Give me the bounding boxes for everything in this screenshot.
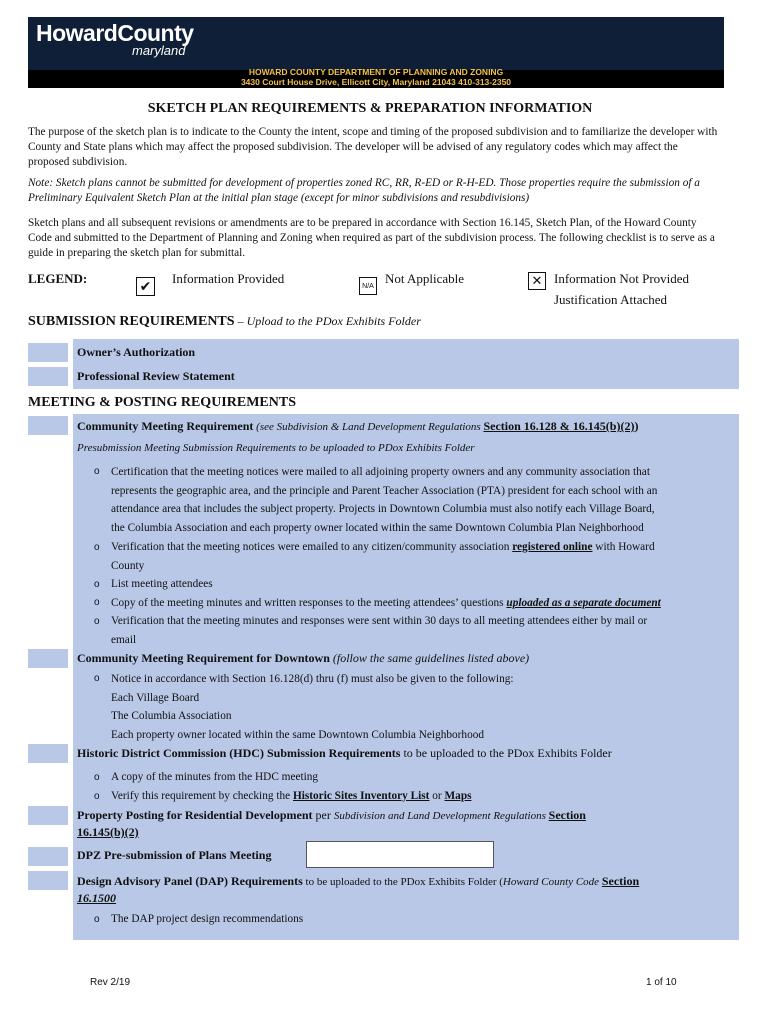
professional-review: Professional Review Statement: [77, 369, 235, 383]
verification-emailed: Verification that the meeting notices were emailed to any citizen/community association registered online with Howard: [111, 541, 655, 553]
certification-line-2: represents the geographic area, and the principle and Parent Teacher Association (PTA) president for each school with an: [111, 485, 658, 497]
bullet-1: o: [94, 466, 100, 477]
legend-not-provided: Information Not Provided: [554, 271, 690, 286]
county-logo-subtitle: maryland: [132, 43, 186, 58]
owners-authorization-checkbox[interactable]: [28, 343, 68, 362]
bullet-8: o: [94, 791, 100, 802]
submission-heading: SUBMISSION REQUIREMENTS – Upload to the PDox Exhibits Folder: [28, 314, 421, 329]
community-meeting-row: Community Meeting Requirement (see Subdivision & Land Development Regulations Section 16.128 & 16.145(b)(2)): [77, 419, 639, 433]
x-box-icon: ✕: [528, 272, 546, 290]
legend-provided: Information Provided: [172, 271, 285, 286]
bullet-5: o: [94, 616, 100, 627]
maps-link[interactable]: Maps: [444, 790, 472, 802]
copy-minutes: Copy of the meeting minutes and written responses to the meeting attendees’ questions uploaded as a separate document: [111, 597, 661, 609]
verification-county: County: [111, 560, 145, 572]
certification-line-4: the Columbia Association and each property owner located within the same Downtown Columbia Plan Neighborhood: [111, 522, 644, 534]
presubmission-note: Presubmission Meeting Submission Requirements to be uploaded to PDox Exhibits Folder: [77, 442, 475, 454]
legend-label: LEGEND:: [28, 271, 88, 286]
dpz-checkbox[interactable]: [28, 847, 68, 866]
historic-sites-link[interactable]: Historic Sites Inventory List: [292, 790, 430, 802]
certification-line-1: Certification that the meeting notices were mailed to all adjoining property owners and any community association that: [111, 466, 650, 478]
dpz-label: DPZ Pre-submission of Plans Meeting: [77, 848, 272, 862]
community-meeting-checkbox[interactable]: [28, 416, 68, 435]
na-icon: N/A: [359, 277, 377, 295]
verify-sent-line-1: Verification that the meeting minutes and responses were sent within 30 days to all meeting attendees either by mail or: [111, 615, 648, 627]
downtown-checkbox[interactable]: [28, 649, 68, 668]
county-logo: HowardCounty: [36, 20, 194, 46]
legend-justification: Justification Attached: [554, 292, 668, 307]
list-attendees: List meeting attendees: [111, 578, 213, 590]
downtown-property-owner: Each property owner located within the same Downtown Columbia Neighborhood: [111, 729, 485, 741]
bullet-9: o: [94, 914, 100, 925]
hdc-row: Historic District Commission (HDC) Submission Requirements to be uploaded to the PDox Exhibits Folder: [77, 746, 612, 760]
department-name: HOWARD COUNTY DEPARTMENT OF PLANNING AND ZONING: [248, 67, 504, 77]
bullet-2: o: [94, 542, 100, 553]
zoning-note: Note: Sketch plans cannot be submitted for development of properties zoned RC, RR, R-ED or R-H-ED. Those properties require the submission of a Preliminary Equivalent Sketch Plan at the initial plan stage (except for minor subdivisions and resubdivisions): [28, 177, 700, 204]
downtown-columbia-association: The Columbia Association: [111, 710, 232, 722]
posting-row: Property Posting for Residential Development per Subdivision and Land Development Regulations Section 16.145(b)(2): [77, 808, 586, 839]
verify-sent-line-2: email: [111, 634, 137, 646]
department-address: 3430 Court House Drive, Ellicott City, Maryland 21043 410-313-2350: [240, 77, 512, 87]
bullet-4: o: [94, 597, 100, 608]
dpz-meeting-input[interactable]: [306, 841, 494, 868]
uploaded-separate-link[interactable]: uploaded as a separate document: [506, 597, 661, 609]
posting-checkbox[interactable]: [28, 806, 68, 825]
legend-not-applicable: Not Applicable: [385, 271, 465, 286]
registered-online-link[interactable]: registered online: [512, 541, 593, 553]
downtown-notice: Notice in accordance with Section 16.128(d) thru (f) must also be given to the following:: [111, 673, 514, 685]
preparation-paragraph: Sketch plans and all subsequent revisions or amendments are to be prepared in accordance with Section 16.145, Sketch Plan, of the Howard County Code and submitted to the Department of Planning and Zoning when required as part of the subdivision process. The following checklist is to serve as a guide in preparing the sketch plan for submittal.: [28, 217, 715, 259]
intro-paragraph: The purpose of the sketch plan is to indicate to the County the intent, scope and timing of the proposed subdivision and to familiarize the developer with County and State plans which may affect the proposed subdivision. The developer will be advised of any regulatory codes which may affect the proposed subdivision.: [28, 126, 718, 168]
revision-label: Rev 2/19: [90, 977, 131, 988]
bullet-6: o: [94, 673, 100, 684]
dap-recommendations: The DAP project design recommendations: [111, 913, 304, 925]
owners-authorization: Owner’s Authorization: [77, 345, 196, 359]
dap-checkbox[interactable]: [28, 871, 68, 890]
check-icon: ✔: [136, 277, 155, 296]
bullet-7: o: [94, 772, 100, 783]
downtown-village-board: Each Village Board: [111, 692, 200, 704]
hdc-checkbox[interactable]: [28, 744, 68, 763]
dap-row: Design Advisory Panel (DAP) Requirements to be uploaded to the PDox Exhibits Folder (Howard County Code Section 16.1500: [77, 874, 640, 905]
hdc-verify: Verify this requirement by checking the Historic Sites Inventory List or Maps: [111, 790, 472, 802]
meeting-heading: MEETING & POSTING REQUIREMENTS: [28, 395, 296, 410]
document-title: SKETCH PLAN REQUIREMENTS & PREPARATION INFORMATION: [147, 101, 593, 116]
page-number: 1 of 10: [646, 977, 677, 988]
bullet-3: o: [94, 579, 100, 590]
professional-review-checkbox[interactable]: [28, 367, 68, 386]
hdc-copy: A copy of the minutes from the HDC meeting: [111, 771, 319, 783]
downtown-row: Community Meeting Requirement for Downtown (follow the same guidelines listed above): [77, 651, 530, 665]
certification-line-3: attendance area that includes the subject property. Projects in Downtown Columbia must also notify each Village Board,: [111, 503, 655, 515]
